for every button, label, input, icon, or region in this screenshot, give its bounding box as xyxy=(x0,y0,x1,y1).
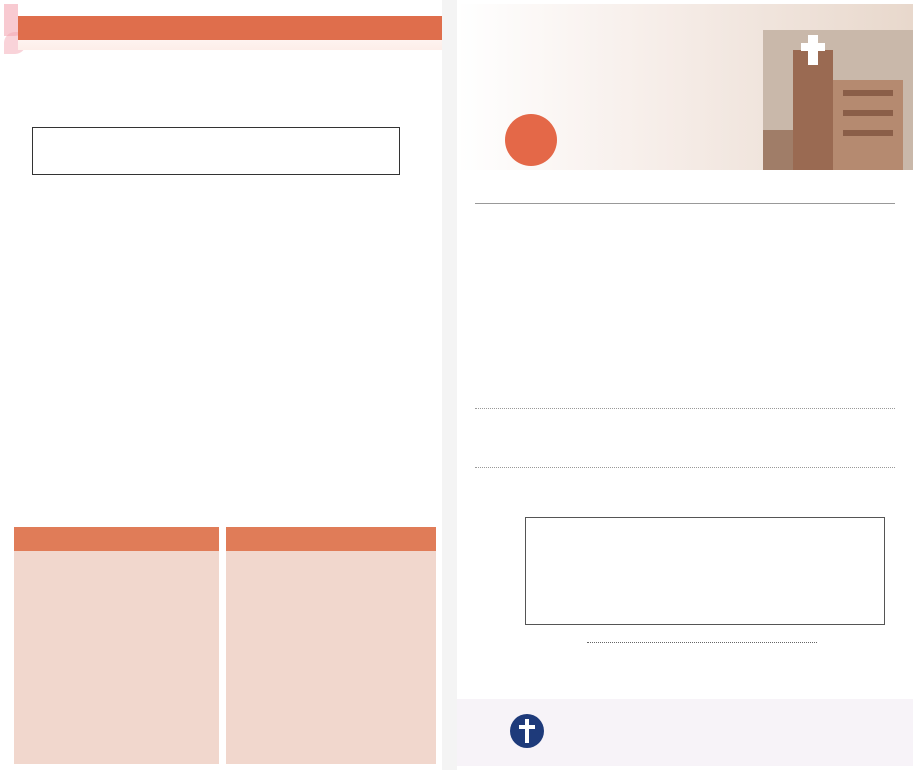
church-logo-icon xyxy=(509,713,545,749)
servers-title xyxy=(14,527,219,551)
news-header-bar xyxy=(18,16,442,40)
servers-panel xyxy=(14,527,219,764)
times-panel xyxy=(226,527,436,764)
prayer-box xyxy=(525,517,885,625)
left-page xyxy=(4,4,442,766)
church-footer xyxy=(457,699,913,766)
vision-banner xyxy=(457,4,913,170)
news-header xyxy=(18,4,442,50)
times-title xyxy=(226,527,436,551)
right-page xyxy=(457,4,913,766)
sermon-block xyxy=(475,408,895,468)
campaign-box xyxy=(32,127,400,175)
dotted-leader xyxy=(587,642,817,643)
page-gutter xyxy=(442,0,457,770)
vision-badge xyxy=(505,114,557,166)
church-building-image xyxy=(763,30,913,170)
service-line xyxy=(475,180,895,204)
